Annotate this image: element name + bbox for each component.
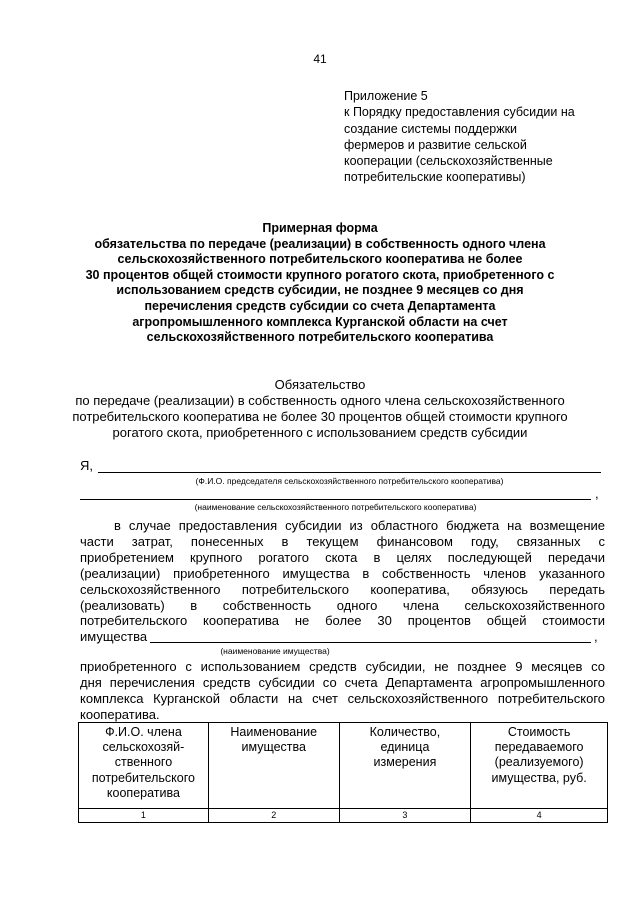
heading-line: сельскохозяйственного потребительского кооператива не более xyxy=(117,252,523,267)
heading-line: 30 процентов общей стоимости крупного рогатого скота, приобретенного с xyxy=(85,267,555,282)
header-line: потребительского xyxy=(91,770,195,785)
form-heading xyxy=(60,221,580,346)
cooperative-name-hint: (наименование сельскохозяйственного потребительского кооператива) xyxy=(194,502,477,512)
header-line: имущества, руб. xyxy=(491,770,587,785)
heading-line: обязательства по передаче (реализации) в собственность одного члена xyxy=(94,236,546,251)
appendix-line: потребительские кооперативы) xyxy=(344,170,526,185)
comma: , xyxy=(594,629,598,644)
paragraph-line: приобретением крупного рогатого скота в целях последующей передачи xyxy=(80,549,605,565)
header-line: имущества xyxy=(241,740,306,755)
chairman-name-field[interactable] xyxy=(98,472,601,473)
heading-line: использованием средств субсидии, не позднее 9 месяцев со дня xyxy=(116,283,524,298)
obligation-paragraph-2 xyxy=(80,659,605,723)
property-name-field[interactable] xyxy=(150,642,591,643)
header-cell-cost xyxy=(471,723,608,809)
property-name-hint: (наименование имущества) xyxy=(220,646,330,656)
appendix-line: создание системы поддержки xyxy=(344,121,518,136)
paragraph-line: комплекса Курганской области на счет сельскохозяйственного потребительского xyxy=(80,690,605,706)
subtitle-line: по передаче (реализации) в собственность одного члена сельскохозяйственного xyxy=(75,393,565,408)
header-cell-property xyxy=(208,723,339,809)
paragraph-line: (реализации) приобретенного имущества в собственность членов указанного xyxy=(80,565,605,581)
appendix-line: кооперации (сельскохозяйственные xyxy=(344,154,553,169)
paragraph-line: (реализовать) в собственность одного члена сельскохозяйственного xyxy=(80,597,605,613)
header-cell-quantity xyxy=(339,723,471,809)
property-table xyxy=(78,722,608,823)
obligation-paragraph-1 xyxy=(80,518,605,629)
column-number: 3 xyxy=(339,809,471,823)
header-line: Количество, xyxy=(369,725,441,739)
obligation-subtitle xyxy=(60,393,580,441)
header-line: Наименование xyxy=(230,725,318,739)
subtitle-line: потребительского кооператива не более 30 процентов общей стоимости крупного xyxy=(72,409,568,424)
heading-line: Примерная форма xyxy=(262,221,378,235)
appendix-title: Приложение 5 xyxy=(344,89,428,103)
heading-line: сельскохозяйственного потребительского кооператива xyxy=(146,330,494,345)
header-line: сельскохозяй- xyxy=(102,740,185,755)
ya-label: Я, xyxy=(80,458,93,473)
header-line: передаваемого xyxy=(494,740,584,755)
paragraph-line: потребительского кооператива не более 30 процентов общей стоимости xyxy=(80,613,605,629)
appendix-block xyxy=(344,88,634,186)
header-line: ственного xyxy=(114,755,173,770)
header-line: Стоимость xyxy=(507,725,571,739)
paragraph-line: дня перечисления средств субсидии со счета Департамента агропромышленного xyxy=(80,674,605,690)
heading-line: агропромышленного комплекса Курганской области на счет xyxy=(132,314,508,329)
subtitle-line: рогатого скота, приобретенного с использованием средств субсидии xyxy=(112,425,528,440)
property-label: имущества xyxy=(80,629,148,644)
header-cell-fio xyxy=(79,723,209,809)
cooperative-name-field[interactable] xyxy=(80,499,591,500)
column-number: 2 xyxy=(208,809,339,823)
paragraph-line: кооператива. xyxy=(80,706,160,722)
heading-line: перечисления средств субсидии со счета Департамента xyxy=(144,298,496,313)
page-number: 41 xyxy=(313,52,327,66)
paragraph-line: части затрат, понесенных в текущем финансовом году, связанных с xyxy=(80,533,605,549)
comma: , xyxy=(595,486,599,501)
paragraph-line: сельскохозяйственного потребительского кооператива, обязуюсь передать xyxy=(80,581,605,597)
column-number: 1 xyxy=(79,809,209,823)
header-line: (реализуемого) xyxy=(494,755,584,770)
appendix-line: фермеров и развитие сельской xyxy=(344,137,527,152)
chairman-name-hint: (Ф.И.О. председателя сельскохозяйственного потребительского кооператива) xyxy=(195,476,504,486)
obligation-title: Обязательство xyxy=(274,377,366,392)
header-line: единица xyxy=(380,740,430,755)
header-line: Ф.И.О. члена xyxy=(105,725,182,739)
table-header-row xyxy=(79,723,608,809)
column-number: 4 xyxy=(471,809,608,823)
header-line: кооператива xyxy=(106,785,180,800)
header-line: измерения xyxy=(373,755,437,770)
appendix-line: к Порядку предоставления субсидии на xyxy=(344,105,575,120)
paragraph-line: приобретенного с использованием средств субсидии, не позднее 9 месяцев со xyxy=(80,659,605,674)
table-number-row xyxy=(79,809,608,823)
ya-row xyxy=(80,458,605,473)
paragraph-line: в случае предоставления субсидии из областного бюджета на возмещение xyxy=(114,518,605,533)
